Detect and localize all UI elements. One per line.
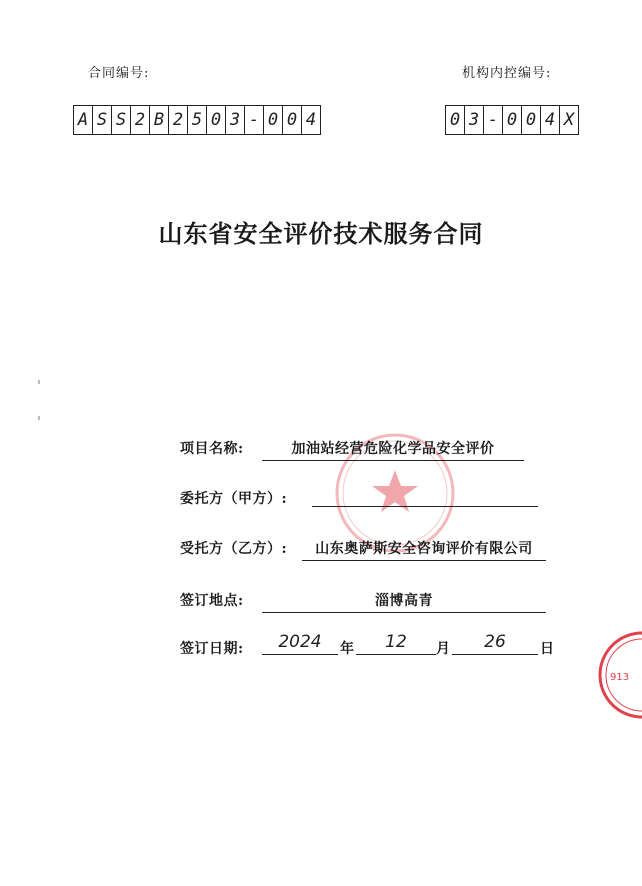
signing-place-value: 淄博高青: [262, 590, 546, 613]
contract-number-label: 合同编号:: [88, 66, 150, 81]
internal-number-label: 机构内控编号:: [462, 66, 552, 81]
contractor-value: 山东奥萨斯安全咨询评价有限公司: [302, 538, 546, 561]
internal-number-char: 0: [522, 106, 541, 134]
contract-number-char: 0: [207, 106, 226, 134]
signing-date-day: 26: [452, 632, 538, 655]
margin-mark: [38, 416, 40, 420]
internal-number-char: 4: [541, 106, 560, 134]
project-name-value: 加油站经营危险化学品安全评价: [262, 438, 524, 461]
document-title: 山东省安全评价技术服务合同: [158, 220, 484, 248]
signing-date-year: 2024: [262, 632, 338, 655]
contract-number-boxes: [73, 105, 321, 135]
internal-number-char: 0: [446, 106, 465, 134]
contract-number-char: A: [74, 106, 93, 134]
internal-number-char: X: [563, 110, 575, 130]
contract-number-char: 5: [188, 106, 207, 134]
contractor-label: 受托方（乙方）:: [180, 541, 288, 557]
internal-number-boxes: [445, 105, 579, 135]
internal-number-char: -: [484, 106, 503, 134]
contract-number-char: 2: [169, 106, 188, 134]
contract-number-char: -: [245, 106, 264, 134]
client-value: [312, 488, 538, 507]
signing-date-label: 签订日期:: [180, 641, 244, 657]
internal-number-char: 3: [465, 106, 484, 134]
client-label: 委托方（甲方）:: [180, 491, 288, 507]
contract-number-char: 0: [264, 106, 283, 134]
signing-place-label: 签订地点:: [180, 593, 244, 609]
contract-number-char: 2: [131, 106, 150, 134]
partial-red-stamp: [590, 630, 642, 720]
contract-number-char: 3: [226, 106, 245, 134]
contract-number-char: 4: [305, 110, 317, 130]
contract-number-char: B: [150, 106, 169, 134]
svg-text:913: 913: [610, 672, 630, 683]
year-unit: 年: [340, 641, 355, 657]
internal-number-char: 0: [503, 106, 522, 134]
contract-number-char: S: [112, 106, 131, 134]
day-unit: 日: [540, 641, 555, 657]
margin-mark: [38, 380, 40, 384]
signing-date-month: 12: [356, 632, 436, 655]
contract-number-char: 0: [283, 106, 302, 134]
contract-number-char: S: [93, 106, 112, 134]
month-unit: 月: [436, 641, 451, 657]
project-name-label: 项目名称:: [180, 441, 244, 457]
